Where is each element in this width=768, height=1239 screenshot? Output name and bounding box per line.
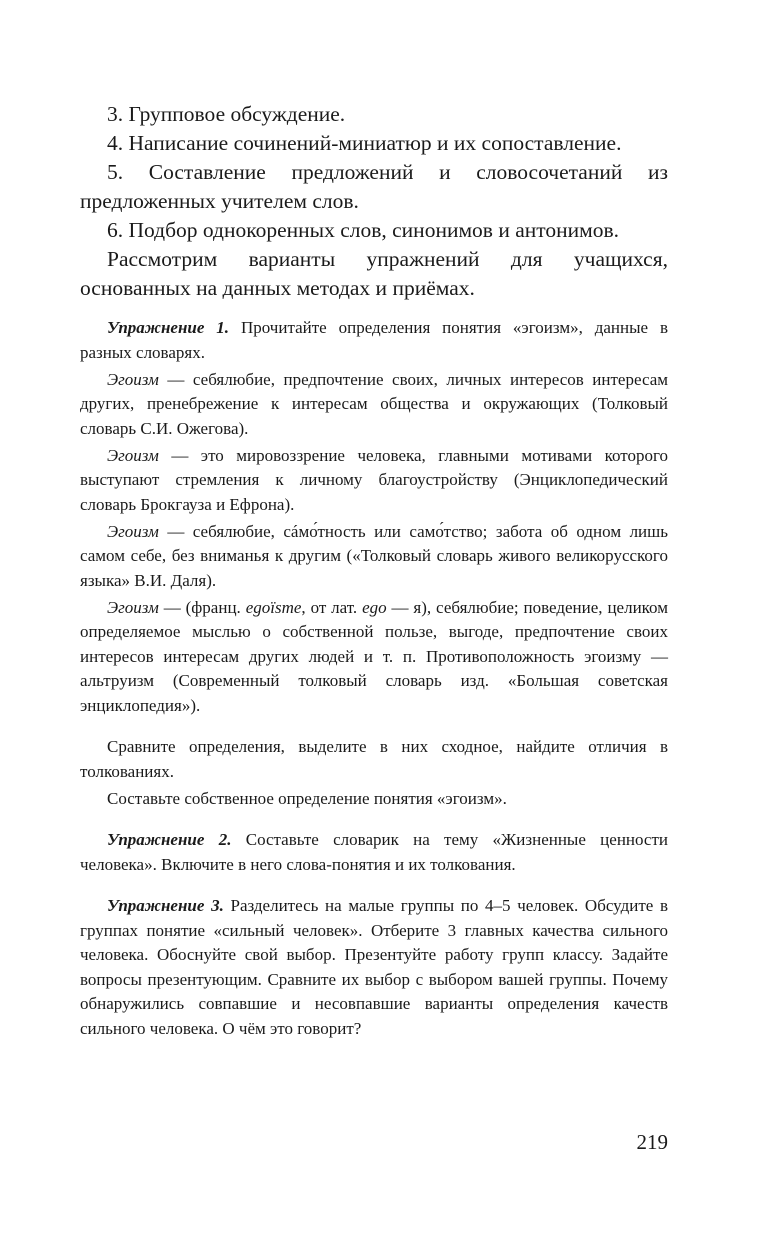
definition-text: — это мировоззрение человека, главными мотивами которого выступают стремления к личному благоустройству (Энциклопедический словарь Брокгауза и Ефрона). [80,445,668,514]
exercise-2-text: Составьте словарик на тему «Жизненные ценности человека». Включите в него слова-понятия и их толкования. [80,830,669,874]
definition-text: — себялюбие, предпочтение своих, личных интересов интересам других, пренебрежение к интересам общества и окружающих (Толковый словарь С.И. Ожегова). [80,369,668,438]
definition-term: Эгоизм [107,445,159,465]
intro-section [80,100,668,303]
definition-4 [80,596,668,719]
exercise-2 [80,828,668,877]
definition-text: — (франц. [158,597,246,617]
exercise-3-label: Упражнение 3. [107,896,224,915]
foreign-word: egoïsme [245,597,302,617]
definition-text: — себялюбие, сáмо́тность или само́тство; забота об одном лишь самом себе, без вниманья к другим («Толковый словарь живого великорусского языка» В.И. Даля). [80,521,668,590]
definition-term: Эгоизм [107,369,159,389]
exercise-3 [80,894,668,1041]
exercise-1-label: Упражнение 1. [107,318,230,337]
definition-text: , от лат. [301,597,363,617]
exercise-1-task-2: Составьте собственное определение понятия «эгоизм». [107,788,507,808]
foreign-word: ego [362,597,387,617]
exercise-1-text: Прочитайте определения понятия «эгоизм», данные в разных словарях. [80,318,668,362]
definition-3 [80,520,668,594]
definition-1 [80,368,668,442]
list-item-6: 6. Подбор однокоренных слов, синонимов и антонимов. [107,218,620,242]
list-item-5: 5. Составление предложений и словосочетаний из предложенных учителем слов. [80,160,668,213]
exercise-2-label: Упражнение 2. [107,830,232,849]
list-item-3: 3. Групповое обсуждение. [107,102,346,126]
page-number: 219 [636,1130,668,1154]
intro-paragraph: Рассмотрим варианты упражнений для учащихся, основанных на данных методах и приёмах. [80,247,668,300]
definition-text: — я), себялюбие; поведение, целиком определяемое мыслью о собственной пользе, выгоде, предпочтение своих интересов интересам других людей и т. п. Противоположность эгоизму — альтруизм (Современный толковый словарь изд. «Большая советская энциклопедия»). [80,597,668,715]
definition-term: Эгоизм [107,597,159,617]
exercise-1 [80,316,668,365]
exercise-3-text: Разделитесь на малые группы по 4–5 человек. Обсудите в группах понятие «сильный человек». Отберите 3 главных качества сильного человека. Обоснуйте свой выбор. Презентуйте работу групп классу. Задайте вопросы презентующим. Сравните их выбор с выбором вашей группы. Почему обнаружились совпавшие и несовпавшие варианты определения качеств сильного человека. О чём это говорит? [80,896,668,1038]
exercise-1-task-1: Сравните определения, выделите в них сходное, найдите отличия в толкованиях. [80,737,668,781]
definition-term: Эгоизм [107,521,159,541]
list-item-4: 4. Написание сочинений-миниатюр и их сопоставление. [107,131,622,155]
exercises-section [80,316,668,1044]
definition-2 [80,444,668,518]
